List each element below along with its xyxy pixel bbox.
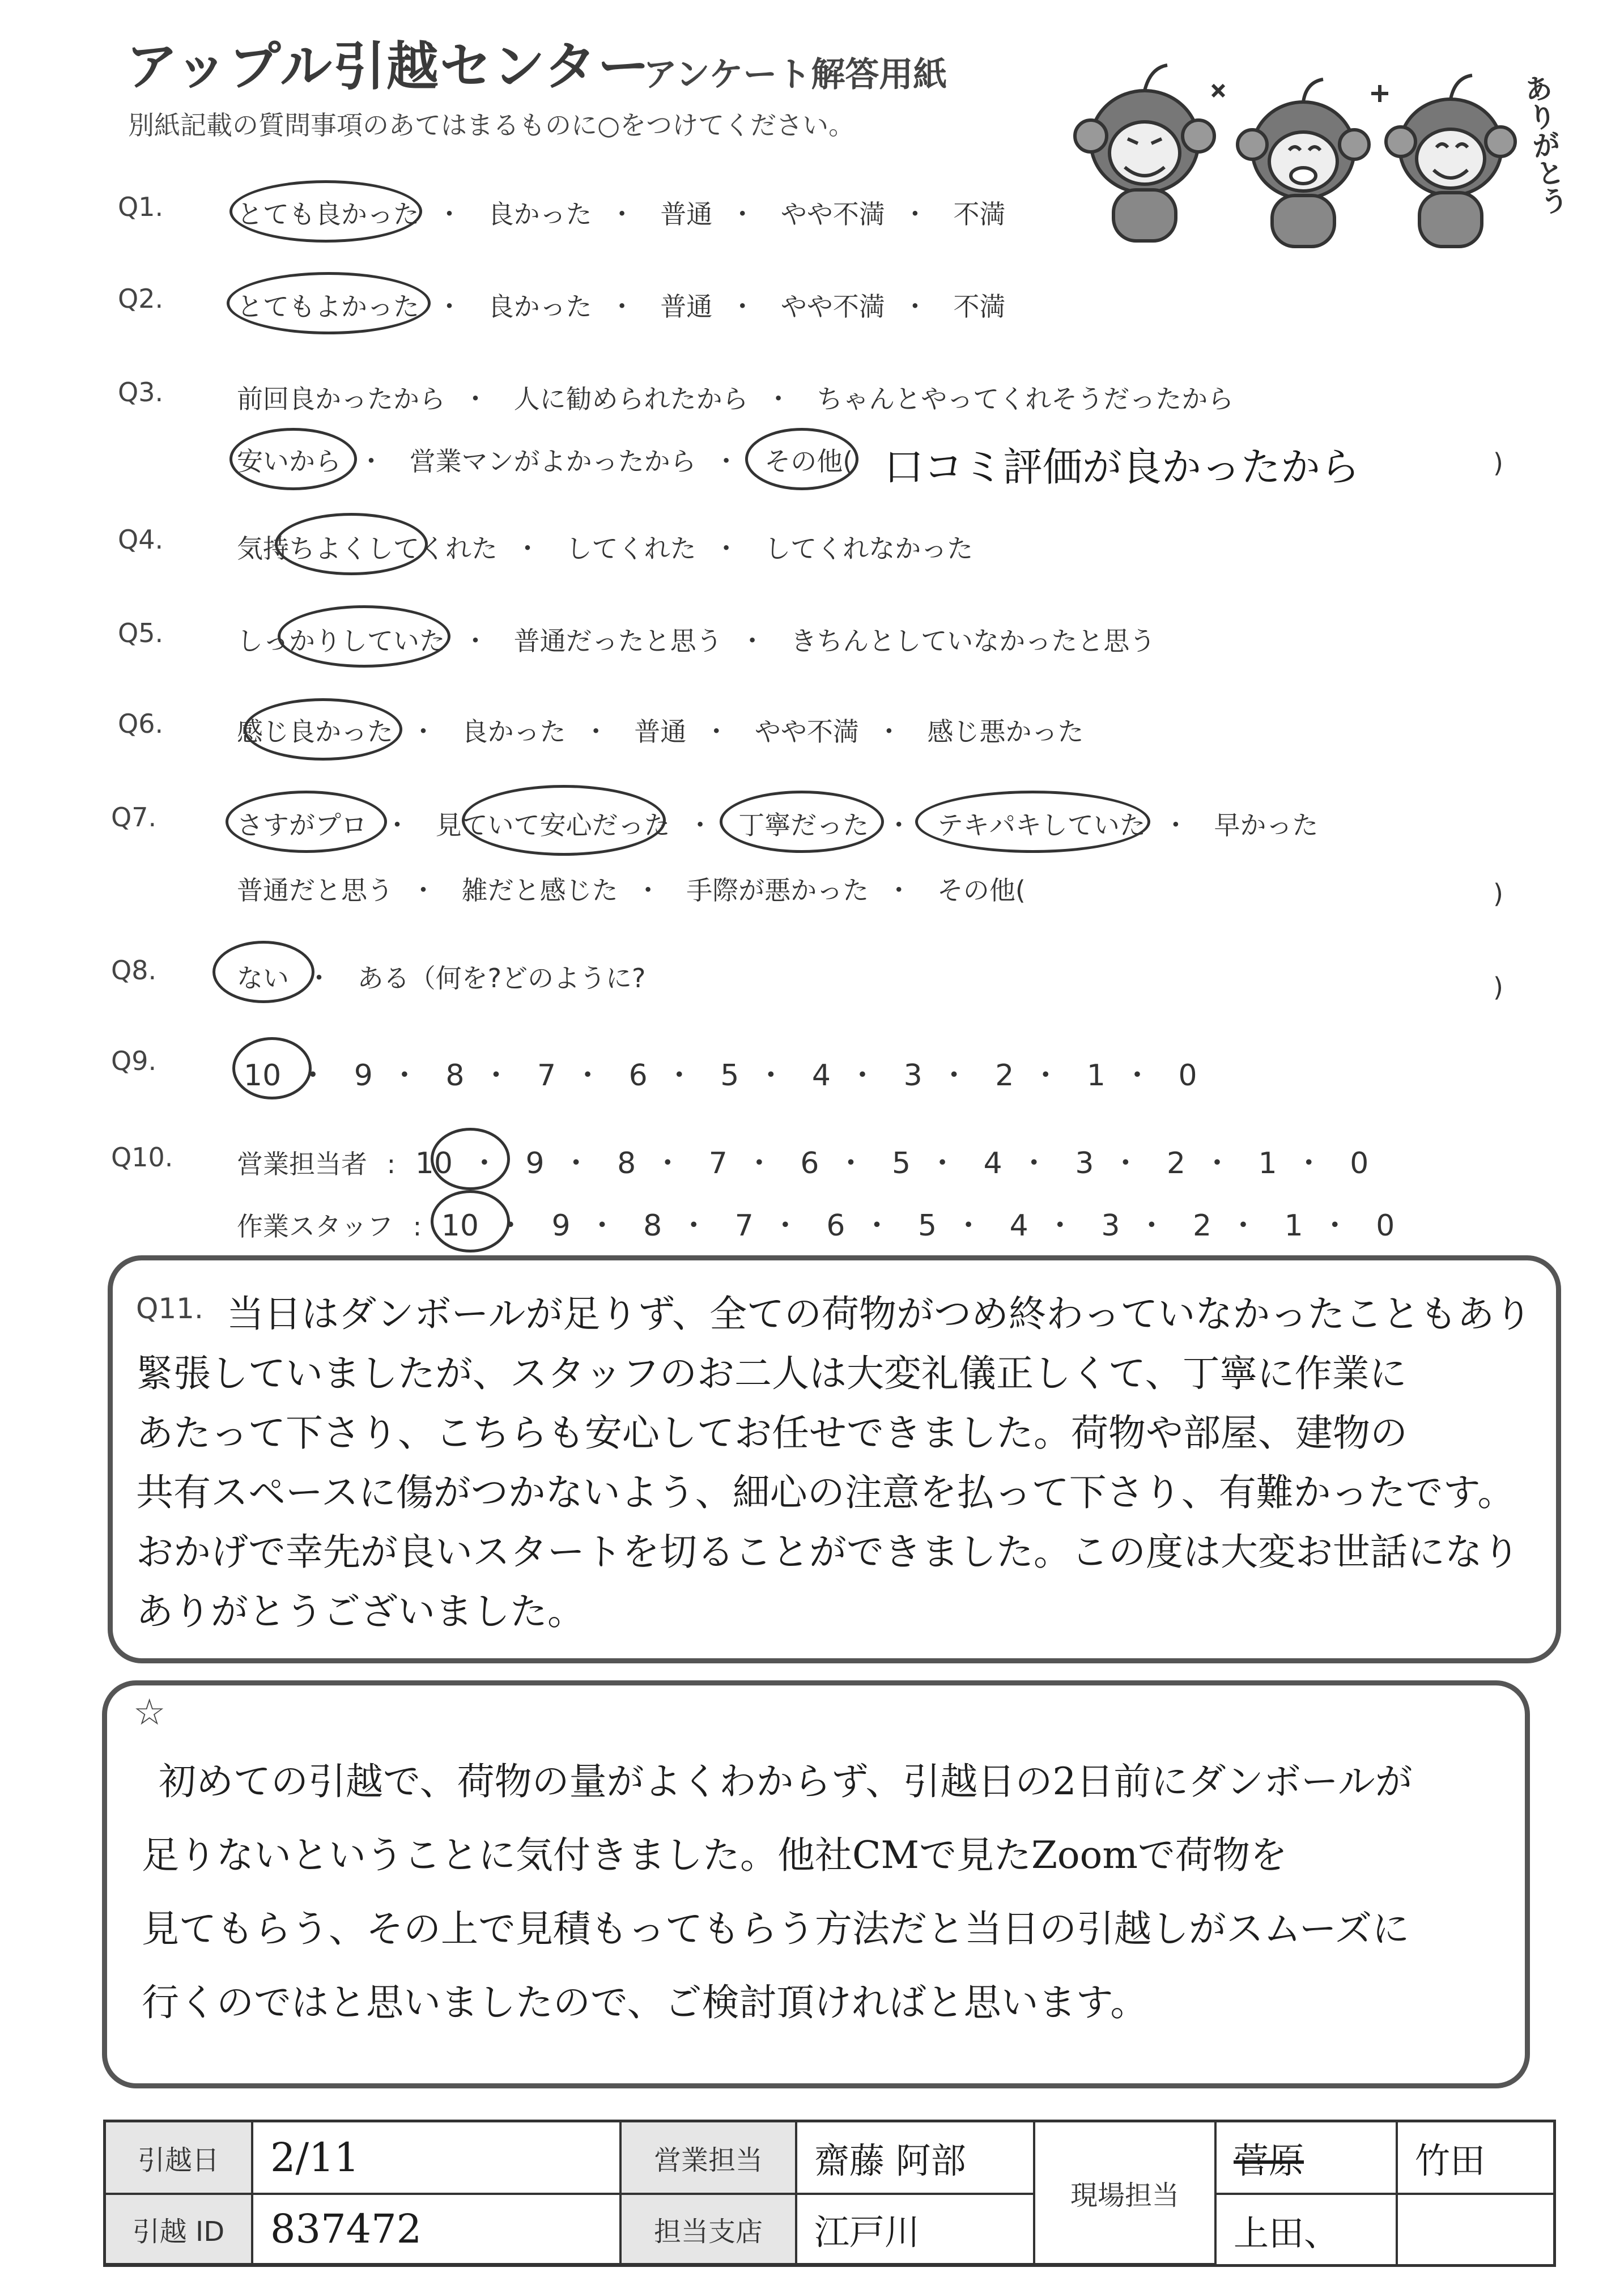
q10-sales-score[interactable]: 2 [1166,1146,1186,1181]
monkey-mascot-icon [1065,51,1530,255]
q1-label: Q1. [118,192,164,222]
q7-close-paren: ) [1493,878,1503,909]
q1-option[interactable]: やや不満 [780,199,885,230]
q3-option[interactable]: 安いから [237,446,341,477]
q7-option[interactable]: 普通だと思う [237,875,393,906]
q6-option[interactable]: 普通 [634,716,687,747]
q4-option[interactable]: してくれた [566,533,696,564]
answer-circle [462,785,666,856]
q3-option[interactable]: ちゃんとやってくれそうだったから [817,384,1234,414]
q6-option[interactable]: 良かった [461,716,566,747]
q10-sales-score[interactable]: 4 [983,1146,1002,1181]
q10-staff-score[interactable]: 8 [643,1209,662,1243]
q10-staff-label: 作業スタッフ [237,1211,393,1242]
q8-option[interactable]: ない [237,963,289,993]
q9-score[interactable]: 5 [720,1059,739,1093]
branch-value: 江戸川 [797,2195,1035,2265]
q7-option[interactable]: さすがプロ [237,810,367,840]
q1-option[interactable]: 普通 [660,199,713,230]
q3-option[interactable]: 人に勧められたから [513,384,749,414]
answer-circle [431,1190,510,1252]
q10-sales-score[interactable]: 9 [525,1146,545,1181]
q10-sales-score[interactable]: 0 [1350,1146,1369,1181]
q1-options: とても良かった ・ 良かった ・ 普通 ・ やや不満 ・ 不満 [237,199,1006,230]
q2-option[interactable]: とてもよかった [237,291,419,322]
star-comment-box [102,1680,1530,2088]
q10-sales-score[interactable]: 3 [1075,1146,1094,1181]
q11-comment-line: 緊張していましたが、スタッフのお二人は大変礼儀正しくて、丁寧に作業に [136,1352,1407,1395]
q10-staff-score[interactable]: 2 [1192,1209,1212,1243]
q8-close-paren: ) [1493,972,1503,1003]
q9-score[interactable]: 3 [903,1059,922,1093]
answer-circle [745,428,858,490]
q6-options: 感じ良かった ・ 良かった ・ 普通 ・ やや不満 ・ 感じ悪かった [237,716,1084,747]
form-title: アンケート解答用紙 [643,55,947,95]
site-staff-name: 菅原 [1217,2122,1398,2195]
q11-comment-line: 当日はダンボールが足りず、全ての荷物がつめ終わっていなかったこともあり [227,1292,1532,1336]
q1-option[interactable]: 不満 [953,199,1006,230]
q11-comment-line: あたって下さり、こちらも安心してお任せできました。荷物や部屋、建物の [136,1411,1408,1455]
q2-options: とてもよかった ・ 良かった ・ 普通 ・ やや不満 ・ 不満 [237,291,1006,322]
q9-scale: 10 ・ 9 ・ 8 ・ 7 ・ 6 ・ 5 ・ 4 ・ 3 ・ 2 ・ 1 ・ 0 [244,1059,1197,1093]
site-staff-name [1398,2195,1553,2265]
company-name: アップル引越センター [126,36,651,97]
answer-circle [229,180,422,243]
q10-staff-score[interactable]: 4 [1009,1209,1028,1243]
q10-sales-score[interactable]: 5 [892,1146,911,1181]
q7-option[interactable]: 雑だと感じた [461,875,618,906]
q4-options: 気持ちよくしてくれた ・ してくれた ・ してくれなかった [237,533,973,564]
q11-label: Q11. [136,1292,203,1325]
q10-staff-score[interactable]: 3 [1101,1209,1120,1243]
q7-option[interactable]: 見ていて安心だった [435,810,670,840]
answer-circle [232,1037,312,1099]
q6-option[interactable]: やや不満 [754,716,859,747]
answer-circle [915,791,1150,853]
q9-score[interactable]: 6 [628,1059,648,1093]
q7-option[interactable]: その他( [937,875,1026,906]
q3-close-paren: ) [1493,448,1503,478]
thanks-text: ありがとう [1517,72,1571,217]
q11-comment-line: ありがとうございました。 [136,1590,585,1633]
move-id-value: 837472 [253,2195,622,2265]
q11-comment-line: 共有スペースに傷がつかないよう、細心の注意を払って下さり、有難かったです。 [136,1471,1515,1514]
q9-score[interactable]: 1 [1086,1059,1106,1093]
q3-option[interactable]: 営業マンがよかったから [409,446,696,477]
q10-sales-label: 営業担当者 [237,1149,367,1179]
answer-circle [226,791,387,853]
q7-options-row2: 普通だと思う ・ 雑だと感じた ・ 手際が悪かった ・ その他( [237,875,1026,906]
sales-label: 営業担当 [622,2122,797,2195]
q2-option[interactable]: 良かった [487,291,592,322]
q10-staff-score[interactable]: 7 [734,1209,754,1243]
answer-circle [227,272,431,334]
q9-score[interactable]: 2 [995,1059,1014,1093]
q10-staff-score[interactable]: 5 [918,1209,937,1243]
q10-staff-score[interactable]: 1 [1284,1209,1303,1243]
q10-label: Q10. [111,1142,173,1173]
q9-score[interactable]: 7 [537,1059,556,1093]
footer-table [103,2120,1556,2267]
star-icon: ☆ [133,1692,166,1734]
answer-circle [278,605,450,668]
q11-comment-line: おかげで幸先が良いスタートを切ることができました。この度は大変お世話になり [136,1530,1520,1574]
q9-score[interactable]: 8 [445,1059,465,1093]
q10-colon: : [386,1149,396,1179]
branch-label: 担当支店 [622,2195,797,2265]
q3-label: Q3. [118,377,164,407]
move-id-label: 引越 ID [106,2195,253,2265]
q5-label: Q5. [118,618,164,648]
star-comment-line: 行くのではと思いましたので、ご検討頂ければと思います。 [142,1981,1148,2024]
q6-option[interactable]: 感じ良かった [237,716,393,747]
q10-staff-score[interactable]: 6 [826,1209,845,1243]
star-comment-line: 見てもらう、その上で見積もってもらう方法だと当日の引越しがスムーズに [142,1907,1410,1951]
q2-option[interactable]: やや不満 [780,291,885,322]
q7-options-row1: さすがプロ ・ 見ていて安心だった ・ 丁寧だった ・ テキパキしていた ・ 早かった [237,810,1319,840]
q8-option[interactable]: ある（何を?どのように? [357,963,646,993]
q7-option[interactable]: 手際が悪かった [686,875,869,906]
q10-staff-row: 作業スタッフ : 10 ・ 9 ・ 8 ・ 7 ・ 6 ・ 5 ・ 4 ・ 3 ・ 2 ・ 1 ・ 0 [237,1209,1395,1243]
q1-option[interactable]: とても良かった [237,199,419,230]
q3-options-row1: 前回良かったから ・ 人に勧められたから ・ ちゃんとやってくれそうだったから [237,384,1234,414]
q7-option[interactable]: テキパキしていた [937,810,1146,840]
q10-staff-score[interactable]: 10 [441,1209,479,1243]
q10-sales-score[interactable]: 8 [617,1146,636,1181]
q7-option[interactable]: 早かった [1214,810,1319,840]
instruction-text: 別紙記載の質問事項のあてはまるものに○をつけてください。 [128,110,855,141]
site-staff-name: 竹田 [1398,2122,1553,2195]
q10-sales-score[interactable]: 10 [415,1146,453,1181]
q9-score[interactable]: 9 [354,1059,373,1093]
q10-sales-score[interactable]: 6 [800,1146,819,1181]
q1-option[interactable]: 良かった [487,199,592,230]
move-date-label: 引越日 [106,2122,253,2195]
answer-circle [720,791,884,853]
site-staff-name: 上田、 [1217,2195,1398,2265]
star-comment-line: 初めての引越で、荷物の量がよくわからず、引越日の2日前にダンボールが [159,1760,1413,1803]
q2-option[interactable]: 普通 [660,291,713,322]
q10-sales-score[interactable]: 1 [1258,1146,1277,1181]
star-comment-line: 足りないということに気付きました。他社CMで見たZoomで荷物を [142,1833,1287,1877]
answer-circle [244,698,402,761]
q3-option[interactable]: 前回良かったから [237,384,445,414]
answer-circle [431,1128,510,1190]
q5-option[interactable]: 普通だったと思う [513,626,722,656]
q5-option[interactable]: きちんとしていなかったと思う [790,626,1156,656]
q6-label: Q6. [118,708,164,739]
q3-options-row2: 安いから ・ 営業マンがよかったから ・ その他( [237,446,853,477]
q5-option[interactable]: しっかりしていた [237,626,445,656]
q10-colon: : [413,1211,422,1242]
q4-option[interactable]: してくれなかった [764,533,973,564]
answer-circle [275,513,428,575]
q2-label: Q2. [118,283,164,314]
q9-score[interactable]: 0 [1178,1059,1197,1093]
answer-circle [212,941,314,1003]
q7-option[interactable]: 丁寧だった [738,810,869,840]
q10-sales-score[interactable]: 7 [708,1146,728,1181]
q4-label: Q4. [118,524,164,555]
move-date-value: 2/11 [253,2122,622,2195]
q10-staff-score[interactable]: 0 [1376,1209,1395,1243]
q3-other-answer: 口コミ評価が良かったから [884,444,1360,490]
q2-option[interactable]: 不満 [953,291,1006,322]
q9-score[interactable]: 4 [811,1059,831,1093]
q9-label: Q9. [111,1046,157,1076]
q4-option[interactable]: 気持ちよくしてくれた [237,533,498,564]
q9-score[interactable]: 10 [244,1059,282,1093]
q5-options: しっかりしていた ・ 普通だったと思う ・ きちんとしていなかったと思う [237,626,1156,656]
sales-value: 齋藤 阿部 [797,2122,1035,2195]
q3-option[interactable]: その他( [764,446,853,477]
answer-circle [229,428,357,490]
site-staff-label: 現場担当 [1035,2122,1217,2265]
q10-sales-row: 営業担当者 : 10 ・ 9 ・ 8 ・ 7 ・ 6 ・ 5 ・ 4 ・ 3 ・ 2 ・ 1 ・ 0 [237,1146,1369,1181]
q8-label: Q8. [111,955,157,986]
q10-staff-score[interactable]: 9 [551,1209,571,1243]
q7-label: Q7. [111,802,157,833]
q8-options: ない ・ ある（何を?どのように? [237,963,646,993]
q6-option[interactable]: 感じ悪かった [927,716,1084,747]
